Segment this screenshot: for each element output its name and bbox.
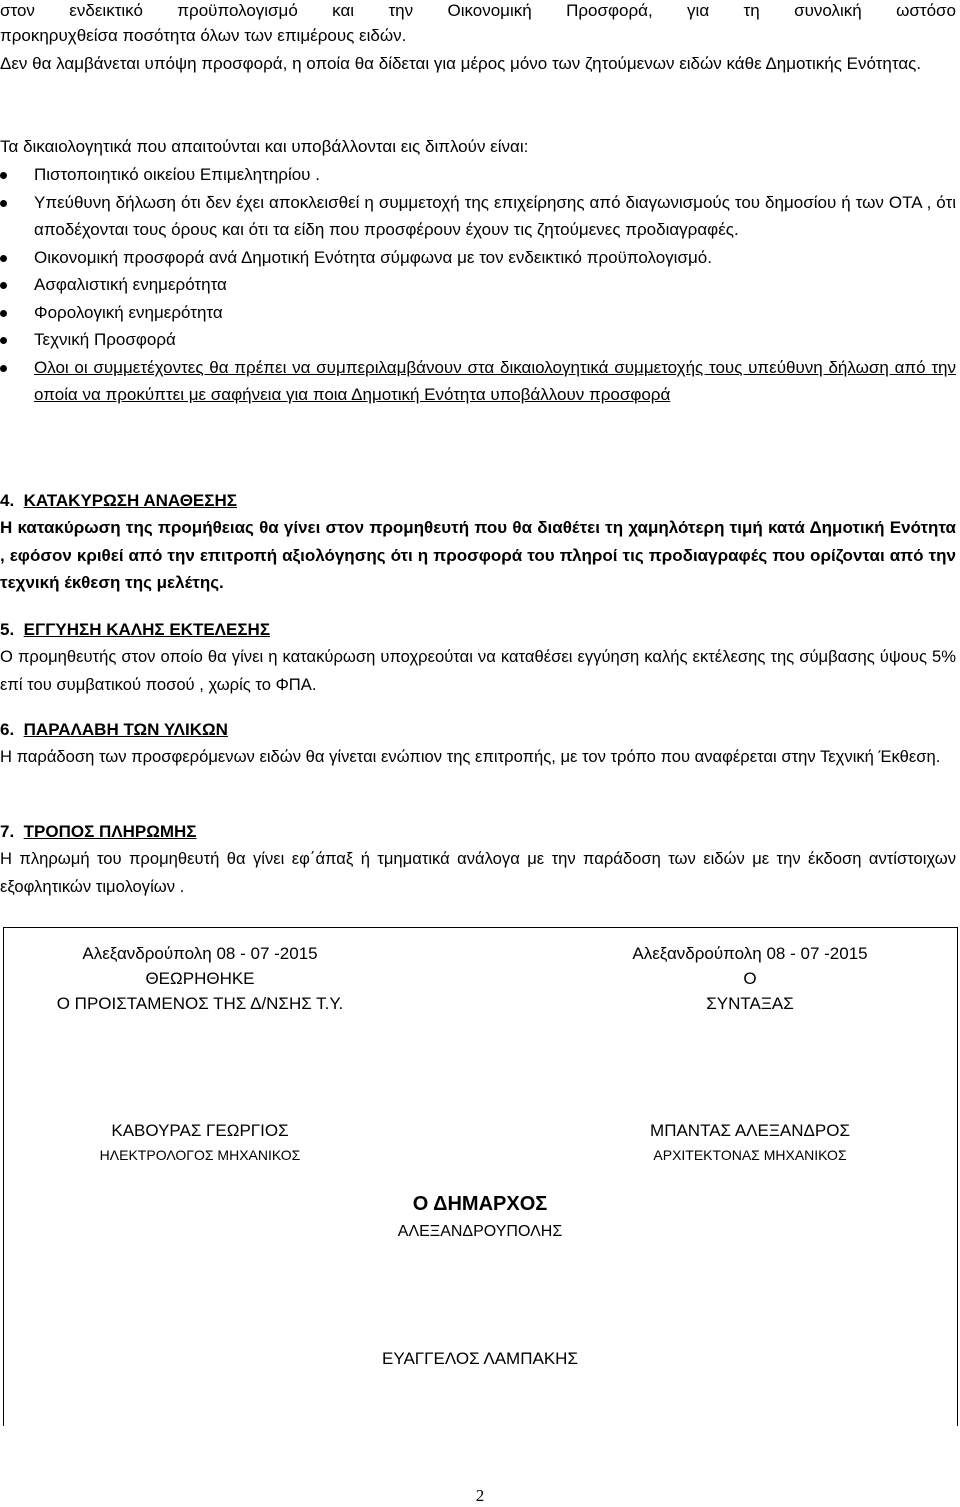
- signature-right-date: Αλεξανδρούπολη 08 - 07 -2015: [632, 944, 868, 963]
- list-item: Ασφαλιστική ενημερότητα: [0, 271, 956, 299]
- intro-paragraph-2: Δεν θα λαμβάνεται υπόψη προσφορά, η οποία θα δίδεται για μέρος μόνο των ζητούμενων ειδών κάθε Δημοτικής Ενότητας.: [0, 54, 922, 73]
- bullet-icon: [0, 310, 7, 317]
- section-5-heading: 5. ΕΓΓΥΗΣΗ ΚΑΛΗΣ ΕΚΤΕΛΕΣΗΣ: [0, 620, 271, 639]
- section-4-heading: 4. ΚΑΤΑΚΥΡΩΣΗ ΑΝΑΘΕΣΗΣ: [0, 491, 237, 510]
- section-5-body: Ο προμηθευτής στον οποίο θα γίνει η κατακύρωση υποχρεούται να καταθέσει εγγύηση καλής εκτέλεσης της σύμβασης ύψους 5% επί του συμβατικού ποσού , χωρίς το ΦΠΑ.: [0, 647, 956, 694]
- section-7-body: Η πληρωμή του προμηθευτή θα γίνει εφ΄άπαξ ή τμηματικά ανάλογα με την παράδοση των ειδών με την έκδοση αντίστοιχων εξοφλητικών τιμολογίων .: [0, 849, 956, 896]
- intro-line-2: προκηρυχθείσα ποσότητα όλων των επιμέρους ειδών.: [0, 26, 407, 45]
- signature-right-title: ΑΡΧΙΤΕΚΤΟΝΑΣ ΜΗΧΑΝΙΚΟΣ: [653, 1147, 847, 1163]
- signature-left-role: ΘΕΩΡΗΘΗΚΕ: [145, 969, 255, 988]
- bullet-icon: [0, 337, 7, 344]
- documents-list: [0, 161, 956, 409]
- list-item: Τεχνική Προσφορά: [0, 326, 956, 354]
- bullet-icon: [0, 255, 7, 262]
- section-6-body: Η παράδοση των προσφερόμενων ειδών θα γίνεται ενώπιον της επιτροπής, με τον τρόπο που αναφέρεται στην Τεχνική Έκθεση.: [0, 747, 941, 766]
- section-7-heading: 7. ΤΡΟΠΟΣ ΠΛΗΡΩΜΗΣ: [0, 822, 197, 841]
- page-number: 2: [475, 1486, 485, 1505]
- documents-intro: Τα δικαιολογητικά που απαιτούνται και υποβάλλονται εις διπλούν είναι:: [0, 137, 529, 156]
- list-item: Ολοι οι συμμετέχοντες θα πρέπει να συμπεριλαμβάνουν στα δικαιολογητικά συμμετοχής τους υπεύθυνη δήλωση από την οποία να προκύπτει με σαφήνεια για ποια Δημοτική Ενότητα υποβάλλουν προσφορά: [0, 354, 956, 409]
- signature-left-signer: [30, 1118, 370, 1168]
- signature-left-position: Ο ΠΡΟΙΣΤΑΜΕΝΟΣ ΤΗΣ Δ/ΝΣΗΣ Τ.Υ.: [56, 994, 344, 1013]
- signature-right-signer: [580, 1118, 920, 1168]
- signature-left: [30, 941, 370, 1016]
- signature-right-position: ΣΥΝΤΑΞΑΣ: [706, 994, 794, 1013]
- bullet-icon: [0, 282, 7, 289]
- signature-right-role: Ο: [743, 969, 757, 988]
- mayor-name: ΕΥΑΓΓΕΛΟΣ ΛΑΜΠΑΚΗΣ: [382, 1349, 578, 1368]
- signature-left-date: Αλεξανδρούπολη 08 - 07 -2015: [82, 944, 318, 963]
- signature-left-name: ΚΑΒΟΥΡΑΣ ΓΕΩΡΓΙΟΣ: [111, 1121, 289, 1140]
- intro-line-1: στον ενδεικτικό προϋπολογισμό και την Οικονομική Προσφορά, για τη συνολική ωστόσο: [0, 1, 956, 20]
- signature-right-name: ΜΠΑΝΤΑΣ ΑΛΕΞΑΝΔΡΟΣ: [650, 1121, 850, 1140]
- signature-right: [580, 941, 920, 1016]
- list-item: Υπεύθυνη δήλωση ότι δεν έχει αποκλεισθεί η συμμετοχή της επιχείρησης από διαγωνισμούς του δημοσίου ή των ΟΤΑ , ότι αποδέχονται τους όρους και ότι τα είδη που προσφέρουν έχουν τις ζητούμενες προδιαγραφές.: [0, 189, 956, 244]
- list-item: Φορολογική ενημερότητα: [0, 299, 956, 327]
- mayor-city: ΑΛΕΞΑΝΔΡΟΥΠΟΛΗΣ: [397, 1223, 563, 1240]
- signature-left-title: ΗΛΕΚΤΡΟΛΟΓΟΣ ΜΗΧΑΝΙΚΟΣ: [99, 1147, 301, 1163]
- bullet-icon: [0, 365, 7, 372]
- section-4-body: Η κατακύρωση της προμήθειας θα γίνει στον προμηθευτή που θα διαθέτει τη χαμηλότερη τιμή κατά Δημοτική Ενότητα , εφόσον κριθεί από την επιτροπή αξιολόγησης ότι η προσφορά του πληροί τις προδιαγραφές που ορίζονται από την τεχνική έκθεση της μελέτης.: [0, 518, 956, 592]
- mayor-title: Ο ΔΗΜΑΡΧΟΣ: [412, 1193, 548, 1215]
- section-6-heading: 6. ΠΑΡΑΛΑΒΗ ΤΩΝ ΥΛΙΚΩΝ: [0, 720, 228, 739]
- list-item: Οικονομική προσφορά ανά Δημοτική Ενότητα σύμφωνα με τον ενδεικτικό προϋπολογισμό.: [0, 244, 956, 272]
- list-item: Πιστοποιητικό οικείου Επιμελητηρίου .: [0, 161, 956, 189]
- bullet-icon: [0, 200, 7, 207]
- bullet-icon: [0, 172, 7, 179]
